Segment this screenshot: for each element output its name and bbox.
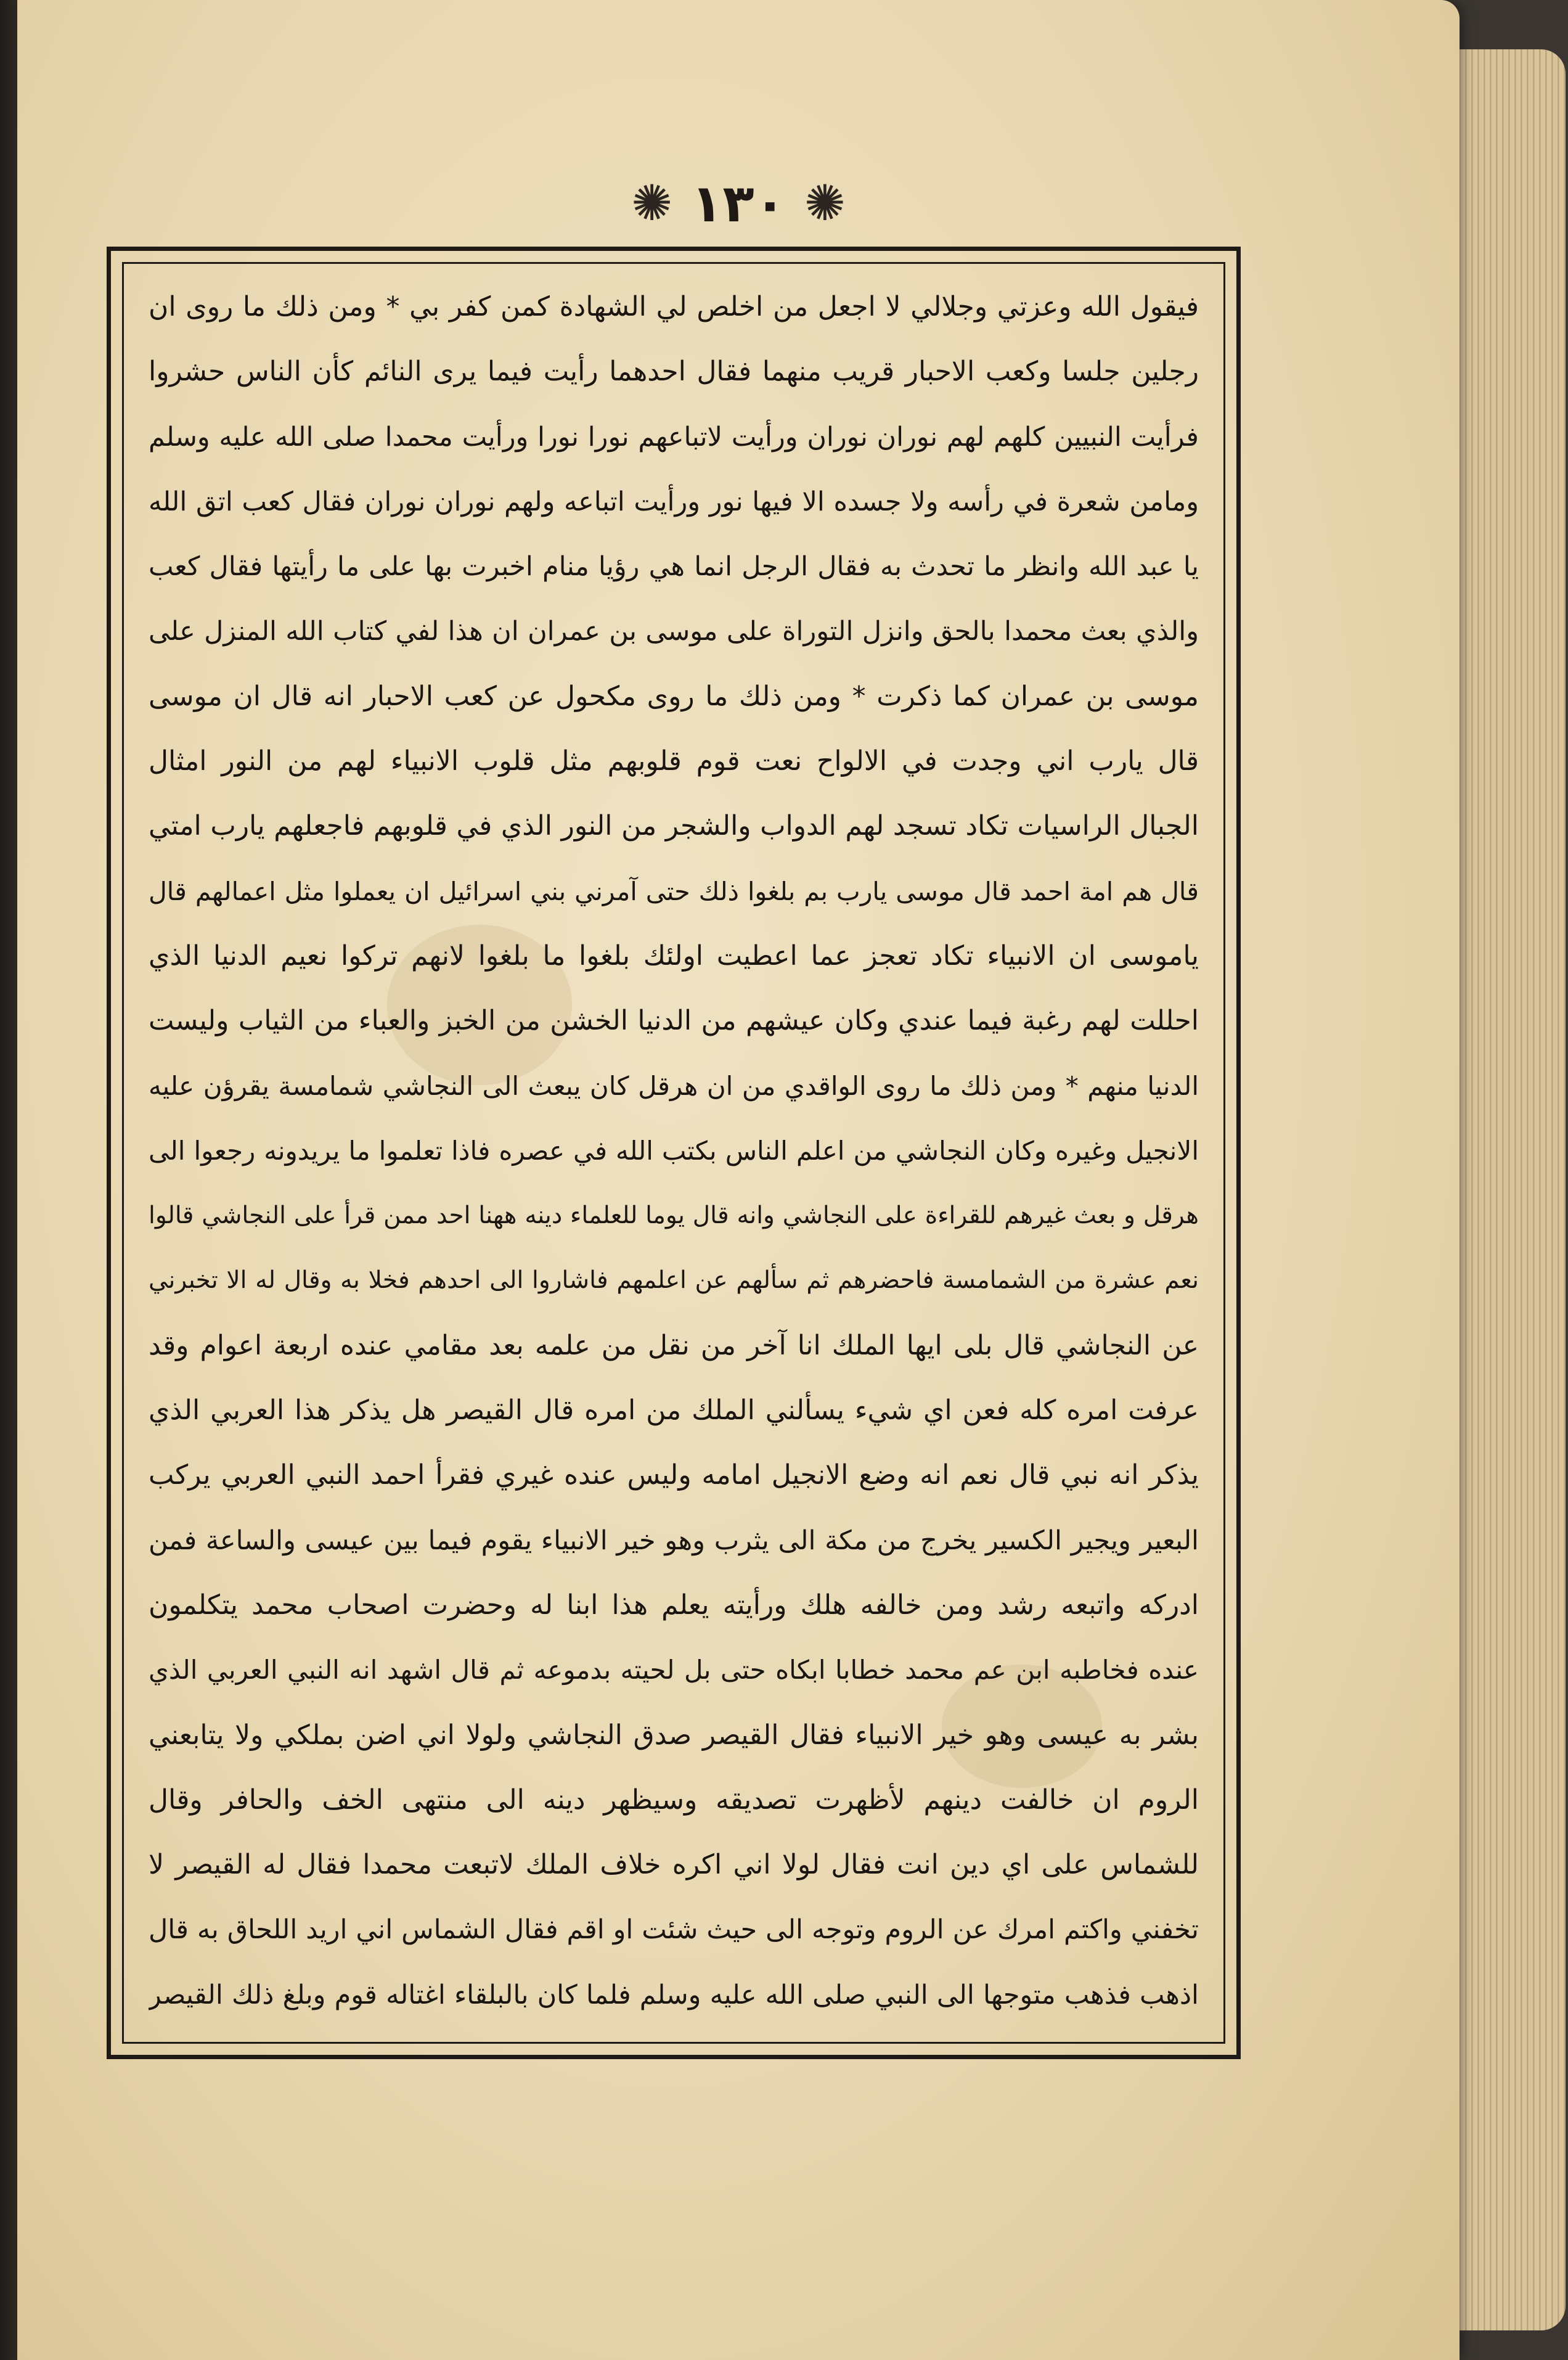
text-line: البعير ويجير الكسير يخرج من مكة الى يثرب وهو خير الانبياء يقوم فيما بين عيسى والساعة فمن xyxy=(149,1525,1199,1556)
text-line: الدنيا منهم * ومن ذلك ما روى الواقدي من ان هرقل كان يبعث الى النجاشي شمامسة يقرؤن عليه xyxy=(149,1070,1199,1101)
text-line: ياموسى ان الانبياء تكاد تعجز عما اعطيت اولئك بلغوا ما بلغوا لانهم تركوا نعيم الدنيا الذي xyxy=(149,940,1199,972)
text-line: ادركه واتبعه رشد ومن خالفه هلك ورأيته يعلم هذا ابنا له وحضرت اصحاب محمد يتكلمون xyxy=(149,1589,1199,1621)
page-header xyxy=(17,166,1460,240)
ornament-left-icon: ✺ xyxy=(631,174,673,232)
text-frame-inner xyxy=(122,262,1225,2044)
text-line: عرفت امره كله فعن اي شيء يسألني الملك من امره قال القيصر هل يذكر هذا العربي الذي xyxy=(149,1395,1199,1427)
text-line: عن النجاشي قال بلى ايها الملك انا آخر من نقل من علمه بعد مقامي عنده اربعة اعوام وقد xyxy=(149,1329,1199,1361)
text-line: يا عبد الله وانظر ما تحدث به فقال الرجل انما هي رؤيا منام اخبرت بها على ما رأيتها فقال كعب xyxy=(149,551,1199,583)
text-line: رجلين جلسا وكعب الاحبار قريب منهما فقال احدهما رأيت فيما يرى النائم كأن الناس حشروا xyxy=(149,356,1199,388)
text-line: قال هم امة احمد قال موسى يارب بم بلغوا ذلك حتى آمرني بني اسرائيل ان يعملوا مثل اعمالهم قال xyxy=(149,876,1199,906)
text-line: عنده فخاطبه ابن عم محمد خطابا ابكاه حتى بل لحيته بدموعه ثم قال اشهد انه النبي العربي الذي xyxy=(149,1655,1199,1686)
text-line: الانجيل وغيره وكان النجاشي من اعلم الناس بكتب الله في عصره فاذا تعلموا ما يريدونه رجعوا الى xyxy=(149,1135,1199,1166)
text-line: احللت لهم رغبة فيما عندي وكان عيشهم من الدنيا الخشن من الخبز والعباء من الثياب وليست xyxy=(149,1005,1199,1037)
text-line: قال يارب اني وجدت في الالواح نعت قوم قلوبهم مثل قلوب الانبياء لهم من النور امثال xyxy=(149,745,1199,777)
text-line: اذهب فذهب متوجها الى النبي صلى الله عليه وسلم فلما كان بالبلقاء اغتاله قوم وبلغ ذلك القيصر xyxy=(149,1979,1199,2010)
text-line: الجبال الراسيات تكاد تسجد لهم الدواب والشجر من النور الذي في قلوبهم فاجعلهم يارب امتي xyxy=(149,810,1199,842)
book-page xyxy=(17,0,1460,2360)
text-line: يذكر انه نبي قال نعم انه وضع الانجيل امامه وليس عنده غيري فقرأ احمد النبي العربي يركب xyxy=(149,1459,1199,1491)
text-line: هرقل و بعث غيرهم للقراءة على النجاشي وانه قال يوما للعلماء دينه ههنا احد ممن قرأ على النجاشي قالوا xyxy=(149,1202,1199,1230)
page-number: ١٣٠ xyxy=(691,173,786,234)
text-line: فرأيت النبيين كلهم لهم نوران نوران ورأيت لاتباعهم نورا نورا ورأيت محمدا صلى الله عليه وسلم xyxy=(149,421,1199,453)
text-line: ومامن شعرة في رأسه ولا جسده الا فيها نور ورأيت اتباعه ولهم نوران نوران فقال كعب اتق الله xyxy=(149,486,1199,517)
text-frame xyxy=(107,247,1241,2059)
text-line: بشر به عيسى وهو خير الانبياء فقال القيصر صدق النجاشي ولولا اني اضن بملكي ولا يتابعني xyxy=(149,1719,1199,1751)
text-line: للشماس على اي دين انت فقال لولا اني اكره خلاف الملك لاتبعت محمدا فقال له القيصر لا xyxy=(149,1849,1199,1881)
text-line: فيقول الله وعزتي وجلالي لا اجعل من اخلص لي الشهادة كمن كفر بي * ومن ذلك ما روى ان xyxy=(149,291,1199,322)
text-line: نعم عشرة من الشمامسة فاحضرهم ثم سألهم عن اعلمهم فاشاروا الى احدهم فخلا به وقال له الا تخبرني xyxy=(149,1266,1199,1295)
text-line: موسى بن عمران كما ذكرت * ومن ذلك ما روى مكحول عن كعب الاحبار انه قال ان موسى xyxy=(149,680,1199,712)
text-body xyxy=(149,282,1199,2030)
text-line: والذي بعث محمدا بالحق وانزل التوراة على موسى بن عمران ان هذا لفي كتاب الله المنزل على xyxy=(149,616,1199,647)
text-line: تخفني واكتم امرك عن الروم وتوجه الى حيث شئت او اقم فقال الشماس اني اريد اللحاق به قال xyxy=(149,1914,1199,1946)
ornament-right-icon: ✺ xyxy=(804,174,846,232)
text-line: الروم ان خالفت دينهم لأظهرت تصديقه وسيظهر دينه الى منتهى الخف والحافر وقال xyxy=(149,1784,1199,1816)
